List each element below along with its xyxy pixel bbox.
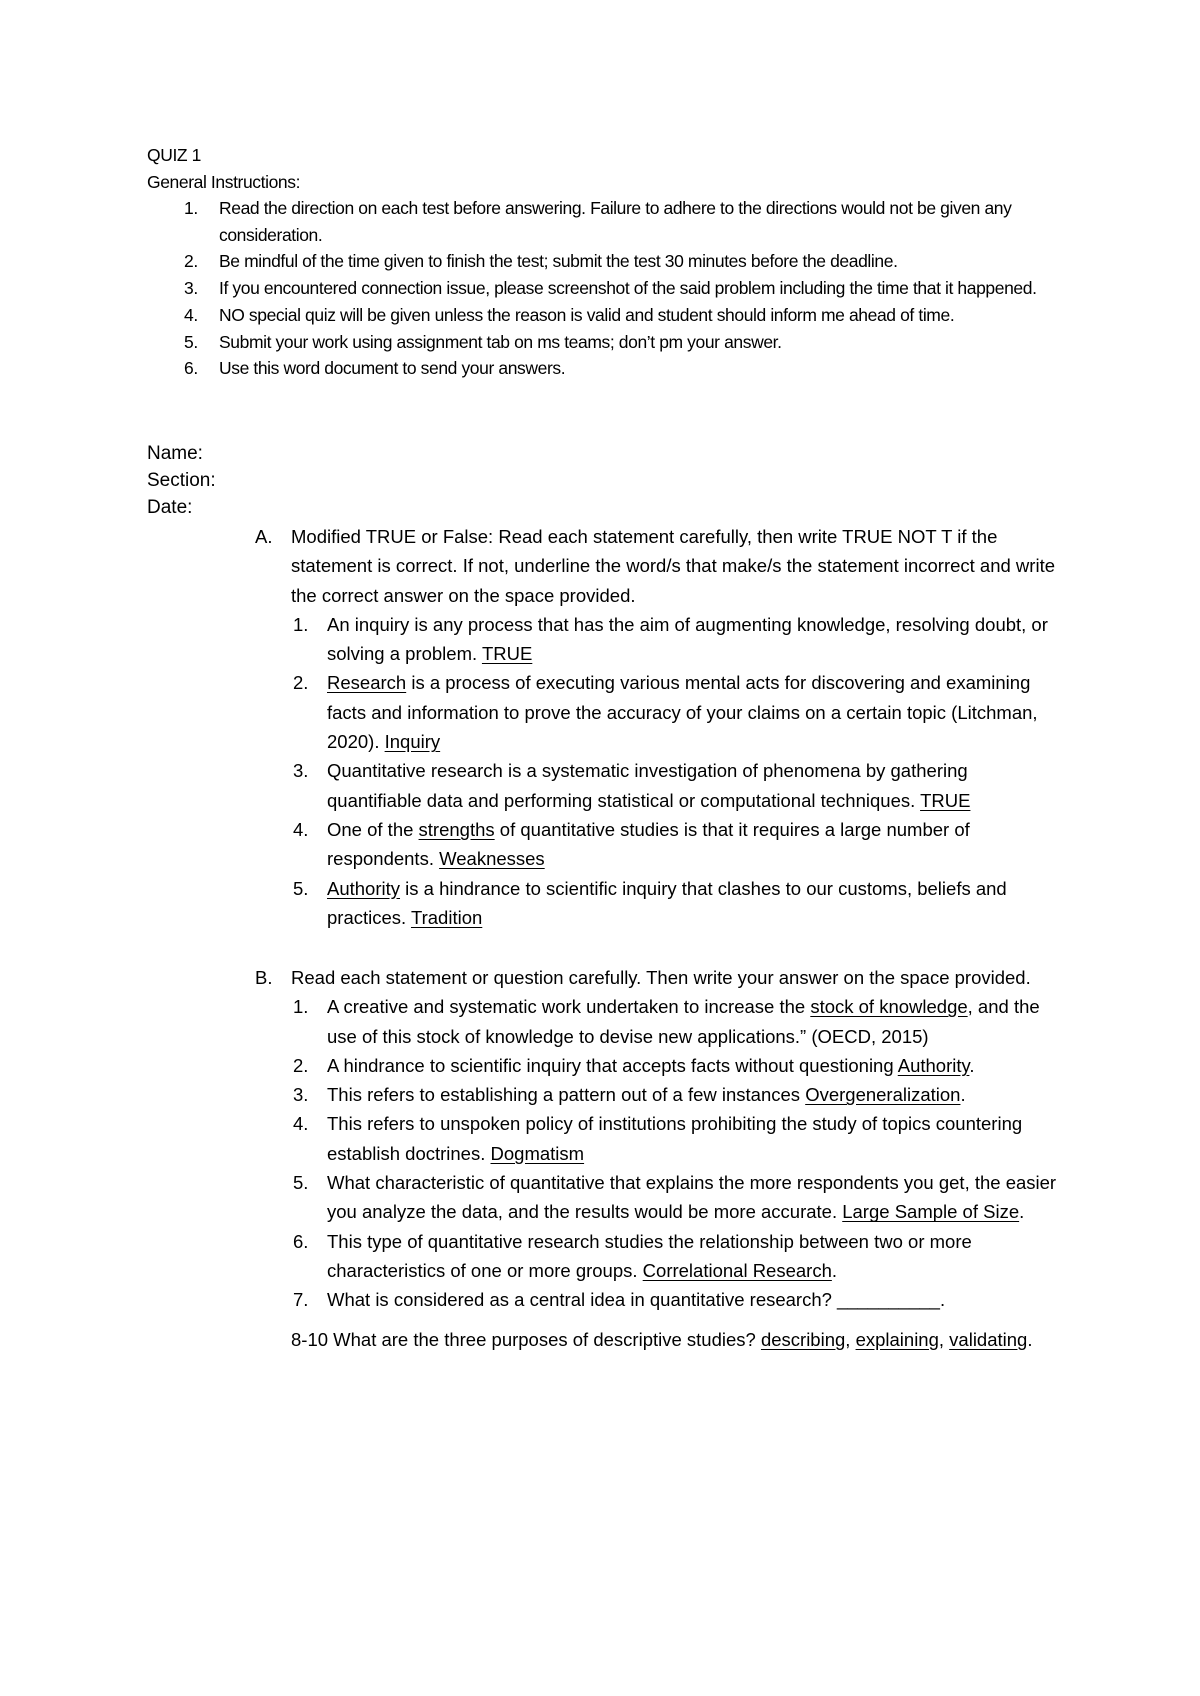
answer-text: Large Sample of Size	[842, 1201, 1020, 1223]
question-item	[255, 1227, 1065, 1286]
section-a-instructions: Modified TRUE or False: Read each statement carefully, then write TRUE NOT T if the statement is correct. If not, underline the word/s that make/s the statement incorrect and write the correct answer on the space provided.	[291, 526, 1055, 606]
final-question	[255, 1325, 1065, 1354]
instruction-text: NO special quiz will be given unless the reason is valid and student should inform me ahead of time.	[219, 304, 955, 325]
instruction-number: 6.	[184, 358, 198, 379]
general-instructions-list	[147, 195, 1047, 382]
question-number: 1.	[293, 613, 309, 635]
question-text: What is considered as a central idea in quantitative research? __________.	[327, 1289, 946, 1311]
instruction-number: 1.	[184, 198, 198, 218]
instruction-number: 3.	[184, 278, 198, 299]
answer-text: describing	[760, 1328, 846, 1350]
instructions-label: General Instructions:	[147, 171, 301, 192]
quiz-title: QUIZ 1	[147, 145, 201, 165]
instruction-text: Submit your work using assignment tab on ms teams; don’t pm your answer.	[219, 331, 782, 352]
question-text: A hindrance to scientific inquiry that accepts facts without questioning	[327, 1054, 898, 1076]
answer-text: Correlational Research	[642, 1259, 832, 1281]
answer-text: Dogmatism	[490, 1142, 585, 1164]
instruction-item	[147, 275, 1047, 302]
instruction-item	[147, 248, 1047, 275]
question-number: 3.	[293, 760, 309, 782]
question-number: 4.	[293, 818, 309, 840]
section-field-label: Section:	[147, 470, 216, 491]
question-text: This refers to establishing a pattern out of a few instances	[327, 1084, 806, 1106]
question-number: 2.	[293, 672, 309, 694]
underlined-word: Research	[327, 672, 407, 694]
instruction-item	[147, 329, 1047, 356]
answer-text: TRUE	[481, 643, 533, 665]
section-a-letter: A.	[255, 526, 273, 547]
question-text: What characteristic of quantitative that explains the more respondents you get, the easier you analyze the data, and the results would be more accurate.	[327, 1172, 1057, 1223]
question-number: 6.	[293, 1230, 309, 1252]
answer-text: Overgeneralization	[805, 1084, 961, 1106]
section-a-items	[255, 610, 1065, 932]
section-b-letter: B.	[255, 967, 273, 988]
question-number: 5.	[293, 1172, 309, 1194]
question-text-post: .	[960, 1084, 966, 1106]
question-text: An inquiry is any process that has the aim of augmenting knowledge, resolving doubt, or solving a problem.	[327, 613, 1048, 665]
instruction-text: If you encountered connection issue, please screenshot of the said problem including the time that it happened.	[219, 278, 1037, 299]
answer-text: Inquiry	[384, 731, 441, 753]
answer-text: explaining	[855, 1328, 939, 1350]
section-b-items	[255, 992, 1065, 1314]
instruction-item	[147, 302, 1047, 329]
question-item	[255, 610, 1065, 669]
instruction-item	[147, 195, 1047, 248]
underlined-word: strengths	[418, 818, 495, 840]
quiz-header	[147, 142, 300, 195]
question-item	[255, 1285, 1065, 1314]
question-text: A creative and systematic work undertaken to increase the	[327, 996, 811, 1018]
answer-text: validating	[949, 1328, 1028, 1350]
question-item	[255, 1109, 1065, 1168]
final-question-post: .	[1027, 1328, 1033, 1350]
question-text-post: .	[969, 1054, 975, 1076]
question-text: of quantitative studies is that it requires a large number of respondents.	[327, 818, 970, 870]
question-number: 4.	[293, 1113, 309, 1135]
question-number: 5.	[293, 877, 309, 899]
name-field-label: Name:	[147, 443, 203, 464]
question-number: 7.	[293, 1289, 309, 1311]
question-text: is a process of executing various mental acts for discovering and examining facts and information to prove the accuracy of your claims on a certain topic (Litchman, 2020).	[327, 672, 1038, 753]
section-a	[255, 522, 1065, 932]
instruction-text: Be mindful of the time given to finish the test; submit the test 30 minutes before the deadline.	[219, 251, 898, 272]
answer-text: Weaknesses	[439, 848, 545, 870]
question-text: This refers to unspoken policy of institutions prohibiting the study of topics countering establish doctrines.	[327, 1113, 1023, 1164]
answer-text: Authority	[897, 1054, 970, 1076]
instruction-number: 4.	[184, 304, 198, 325]
question-item	[255, 1168, 1065, 1227]
answer-text: stock of knowledge	[810, 996, 968, 1018]
question-number: 2.	[293, 1054, 309, 1076]
question-item	[255, 668, 1065, 756]
instruction-number: 2.	[184, 251, 198, 272]
instruction-number: 5.	[184, 331, 198, 352]
question-item	[255, 874, 1065, 933]
student-fields	[147, 440, 216, 521]
separator: ,	[938, 1328, 950, 1350]
answer-text: TRUE	[920, 789, 971, 811]
final-question-text: 8-10 What are the three purposes of descriptive studies?	[291, 1328, 761, 1350]
question-item	[255, 1080, 1065, 1109]
instruction-text: Use this word document to send your answers.	[219, 358, 566, 379]
answer-text: Tradition	[410, 906, 483, 928]
question-text: Quantitative research is a systematic investigation of phenomena by gathering quantifiable data and performing statistical or computational techniques.	[327, 760, 968, 811]
section-a-heading	[255, 522, 1065, 610]
date-field-label: Date:	[147, 497, 193, 518]
instruction-text: Read the direction on each test before answering. Failure to adhere to the directions would not be given any consideration.	[219, 198, 1012, 245]
question-text-post: , and the use of this stock of knowledge to devise new applications.” (OECD, 2015)	[327, 996, 1040, 1047]
question-text: is a hindrance to scientific inquiry that clashes to our customs, beliefs and practices.	[327, 877, 1007, 928]
question-text-post: .	[1019, 1201, 1025, 1223]
section-b-instructions: Read each statement or question carefully. Then write your answer on the space provided.	[291, 967, 1031, 988]
question-item	[255, 815, 1065, 874]
question-item	[255, 992, 1065, 1051]
section-b	[255, 963, 1065, 1354]
question-item	[255, 1051, 1065, 1080]
question-number: 1.	[293, 996, 309, 1018]
question-item	[255, 756, 1065, 815]
question-number: 3.	[293, 1084, 309, 1106]
separator: ,	[845, 1328, 856, 1350]
question-text-pre: One of the	[327, 818, 419, 840]
underlined-word: Authority	[327, 877, 401, 899]
instruction-item	[147, 355, 1047, 382]
section-b-heading	[255, 963, 1065, 992]
question-text-post: .	[831, 1259, 838, 1281]
question-text: This type of quantitative research studies the relationship between two or more characteristics of one or more groups.	[327, 1230, 972, 1281]
